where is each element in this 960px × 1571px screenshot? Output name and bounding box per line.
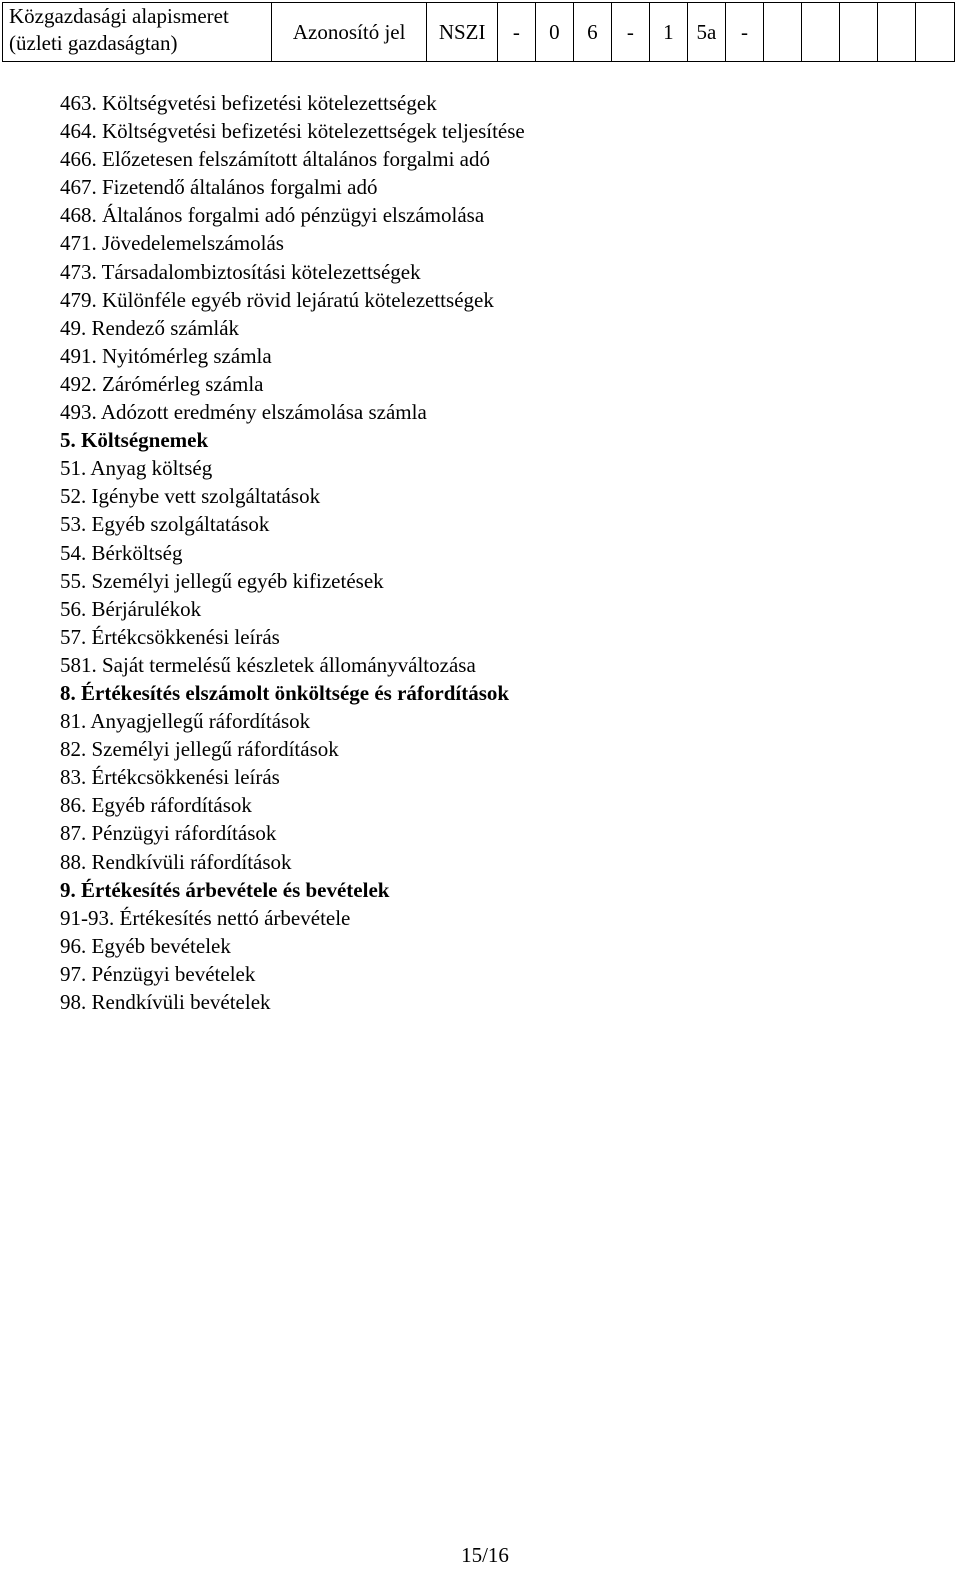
account-item: 467. Fizetendő általános forgalmi adó	[60, 175, 378, 200]
account-item: 493. Adózott eredmény elszámolása számla	[60, 400, 427, 425]
section-heading: 8. Értékesítés elszámolt önköltsége és ráfordítások	[60, 680, 510, 705]
account-item: 466. Előzetesen felszámított általános forgalmi adó	[60, 147, 490, 172]
account-item: 464. Költségvetési befizetési kötelezettségek teljesítése	[60, 119, 525, 144]
account-item: 98. Rendkívüli bevételek	[60, 990, 271, 1014]
id-box: 5a	[688, 3, 726, 61]
id-box: -	[612, 3, 650, 61]
id-box	[878, 3, 916, 61]
id-label-cell	[272, 3, 428, 61]
id-box	[802, 3, 840, 61]
account-item: 87. Pénzügyi ráfordítások	[60, 821, 277, 846]
account-item: 581. Saját termelésű készletek állományváltozása	[60, 652, 476, 677]
id-box: -	[498, 3, 536, 61]
account-item: 468. Általános forgalmi adó pénzügyi elszámolása	[60, 203, 485, 228]
code-label: NSZI	[438, 19, 486, 44]
id-box: 6	[574, 3, 612, 61]
account-item: 51. Anyag költség	[60, 456, 213, 481]
account-item: 56. Bérjárulékok	[60, 596, 202, 621]
account-list	[60, 89, 940, 1016]
subject-title-line2: (üzleti gazdaságtan)	[9, 31, 178, 55]
id-box	[764, 3, 802, 61]
account-item: 53. Egyéb szolgáltatások	[60, 512, 270, 537]
account-item: 49. Rendező számlák	[60, 315, 240, 340]
id-box: 0	[536, 3, 574, 61]
account-item: 97. Pénzügyi bevételek	[60, 961, 256, 986]
account-item: 491. Nyitómérleg számla	[60, 343, 272, 368]
subject-title-line1: Közgazdasági alapismeret	[9, 4, 229, 28]
account-item: 479. Különféle egyéb rövid lejáratú kötelezettségek	[60, 287, 494, 312]
account-item: 54. Bérköltség	[60, 540, 183, 565]
account-item: 492. Zárómérleg számla	[60, 371, 264, 396]
id-box	[916, 3, 954, 61]
account-item: 83. Értékcsökkenési leírás	[60, 765, 280, 790]
id-box	[840, 3, 878, 61]
account-item: 86. Egyéb ráfordítások	[60, 793, 252, 818]
exam-header-table	[2, 2, 955, 62]
code-cell	[427, 3, 497, 61]
subject-title-cell	[3, 3, 272, 61]
account-item: 91-93. Értékesítés nettó árbevétele	[60, 905, 351, 930]
page-number: 15/16	[461, 1543, 509, 1567]
account-item: 81. Anyagjellegű ráfordítások	[60, 709, 311, 734]
account-item: 88. Rendkívüli ráfordítások	[60, 849, 292, 874]
id-label: Azonosító jel	[292, 19, 406, 44]
account-item: 55. Személyi jellegű egyéb kifizetések	[60, 568, 384, 593]
account-item: 463. Költségvetési befizetési kötelezettségek	[60, 91, 437, 115]
account-item: 96. Egyéb bevételek	[60, 933, 231, 958]
account-item: 57. Értékcsökkenési leírás	[60, 624, 280, 649]
section-heading: 9. Értékesítés árbevétele és bevételek	[60, 877, 390, 902]
account-item: 82. Személyi jellegű ráfordítások	[60, 737, 339, 762]
id-box: 1	[650, 3, 688, 61]
account-item: 473. Társadalombiztosítási kötelezettségek	[60, 259, 421, 284]
account-item: 52. Igénybe vett szolgáltatások	[60, 484, 321, 509]
id-box: -	[726, 3, 764, 61]
section-heading: 5. Költségnemek	[60, 428, 209, 453]
account-item: 471. Jövedelemelszámolás	[60, 231, 284, 256]
